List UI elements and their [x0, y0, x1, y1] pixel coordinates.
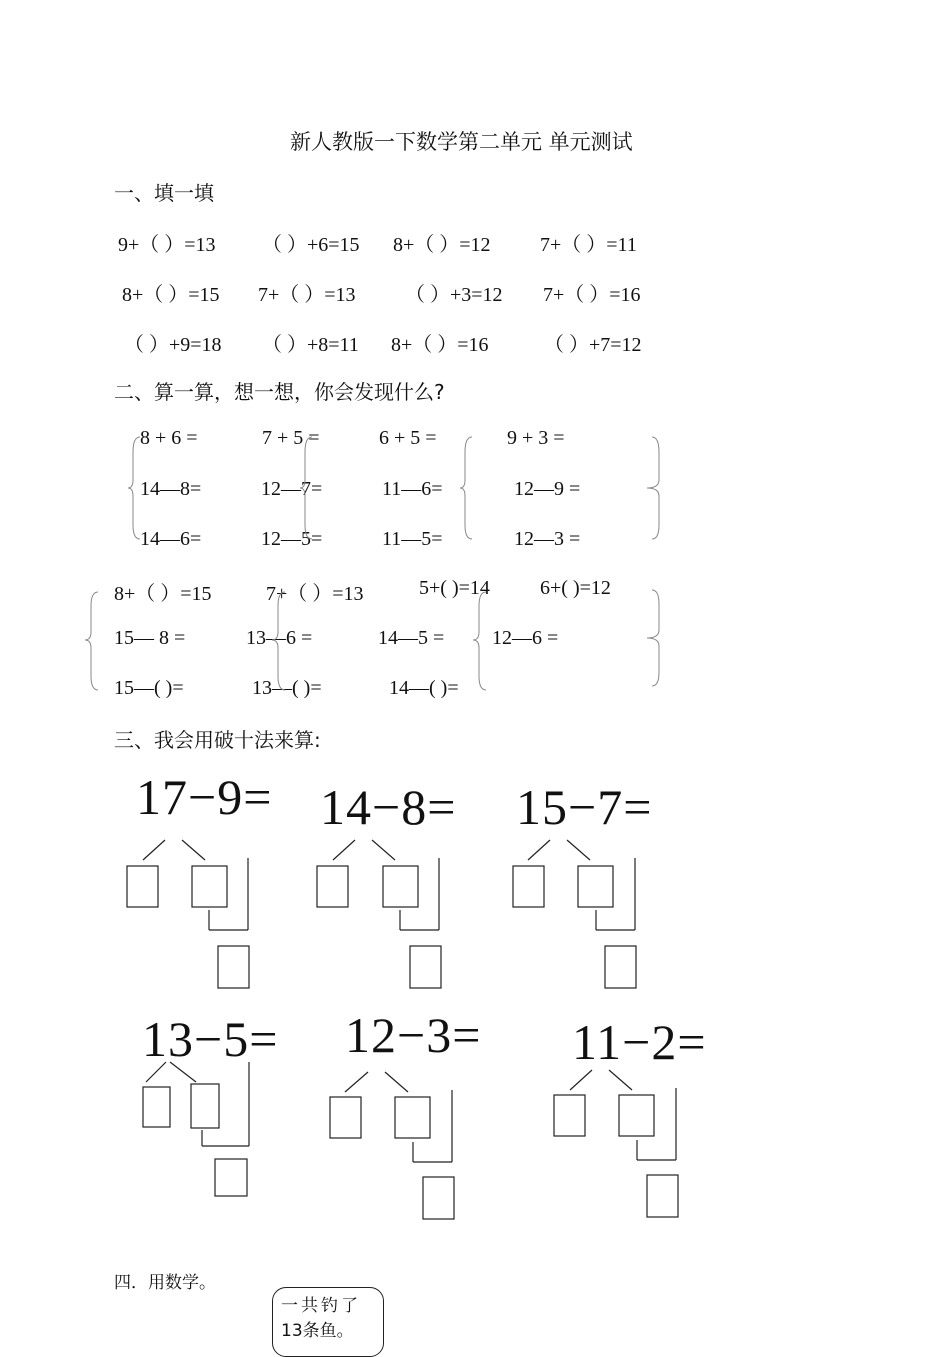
- calc-item: 7+（ ）=13: [266, 583, 364, 605]
- calc-item: 7 + 5 =: [262, 427, 320, 449]
- calc-item: 8 + 6 =: [140, 427, 198, 449]
- calc-item: 13—( )=: [252, 677, 322, 699]
- page-title: 新人教版一下数学第二单元 单元测试: [290, 130, 633, 154]
- brace: [647, 590, 659, 686]
- calc-item: 12—6 =: [492, 627, 559, 649]
- bubble-line: 13条鱼。: [281, 1321, 354, 1341]
- problem-12-3: 12−3=: [345, 1007, 482, 1063]
- section3-heading: 三、我会用破十法来算:: [114, 728, 321, 752]
- brace: [85, 592, 98, 690]
- calc-item: 14—( )=: [389, 677, 459, 699]
- fill-item: （ ）+9=18: [124, 334, 222, 356]
- calc-item: 6+( )=12: [540, 577, 611, 599]
- problem-13-5: 13−5=: [142, 1011, 279, 1067]
- section1-heading: 一、填一填: [114, 181, 214, 205]
- calc-item: 11—6=: [382, 478, 443, 500]
- calc-item: 13—6 =: [246, 627, 313, 649]
- brace: [473, 592, 486, 690]
- calc-item: 14—5 =: [378, 627, 445, 649]
- brace: [272, 592, 285, 690]
- calc-item: 15—( )=: [114, 677, 184, 699]
- calc-item: 14—6=: [140, 528, 202, 550]
- calc-item: 12—7=: [261, 478, 323, 500]
- fill-item: 9+（ ）=13: [118, 234, 216, 256]
- problem-11-2: 11−2=: [572, 1014, 707, 1070]
- fill-item: （ ）+8=11: [262, 334, 359, 356]
- calc-item: 12—3 =: [514, 528, 581, 550]
- calc-item: 12—5=: [261, 528, 323, 550]
- calc-item: 15— 8 =: [114, 627, 186, 649]
- fill-item: 8+（ ）=15: [122, 284, 220, 306]
- fill-item: （ ）+6=15: [262, 234, 360, 256]
- brace: [647, 437, 659, 539]
- fill-item: （ ）+3=12: [405, 284, 503, 306]
- speech-bubble: [272, 1287, 384, 1357]
- fill-item: 7+（ ）=16: [543, 284, 641, 306]
- brace: [460, 437, 472, 539]
- fill-item: 8+（ ）=12: [393, 234, 491, 256]
- section2-heading: 二、算一算，想一想，你会发现什么?: [114, 380, 445, 404]
- brace: [300, 437, 312, 539]
- calc-item: 8+（ ）=15: [114, 583, 212, 605]
- problem-14-8: 14−8=: [320, 779, 457, 835]
- calc-item: 14—8=: [140, 478, 202, 500]
- bubble-line: 一共钓了: [281, 1296, 361, 1316]
- section4-heading: 四．用数学。: [114, 1273, 216, 1293]
- fill-item: 7+（ ）=11: [540, 234, 637, 256]
- fill-item: 7+（ ）=13: [258, 284, 356, 306]
- problem-17-9: 17−9=: [136, 769, 273, 825]
- brace: [128, 437, 140, 539]
- calc-item: 11—5=: [382, 528, 443, 550]
- fill-item: 8+（ ）=16: [391, 334, 489, 356]
- calc-item: 12—9 =: [514, 478, 581, 500]
- fill-item: （ ）+7=12: [544, 334, 642, 356]
- problem-15-7: 15−7=: [516, 779, 653, 835]
- calc-item: 5+( )=14: [419, 577, 490, 599]
- calc-item: 6 + 5 =: [379, 427, 437, 449]
- calc-item: 9 + 3 =: [507, 427, 565, 449]
